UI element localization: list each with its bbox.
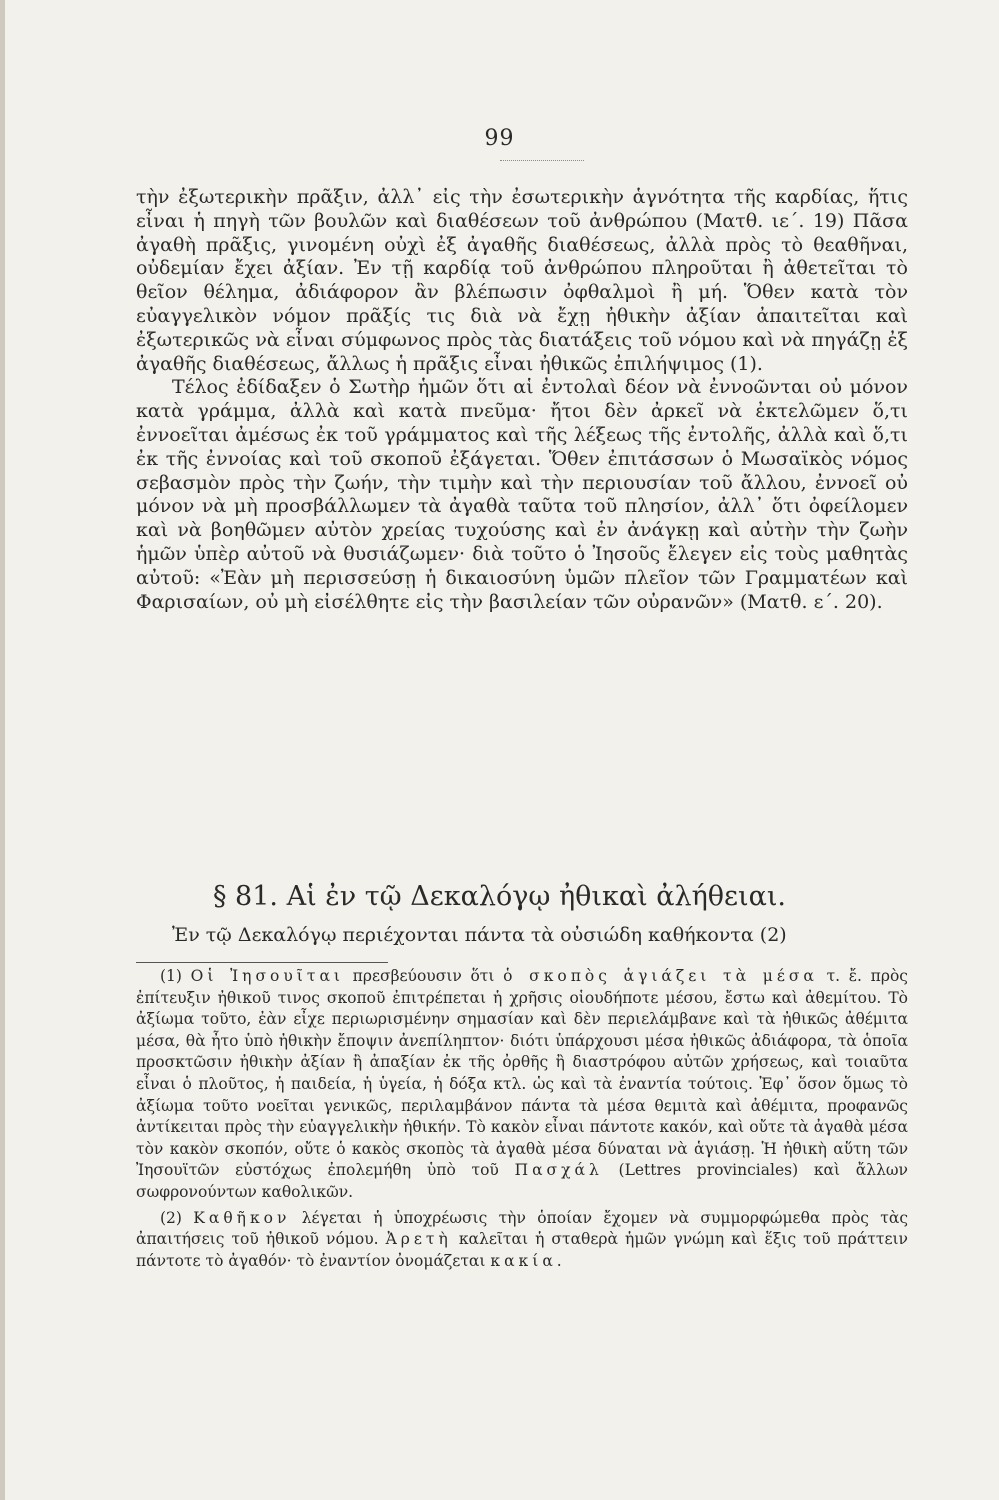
footnote-2-term-3: κακία. xyxy=(490,1251,566,1270)
footnote-rule xyxy=(136,962,388,963)
footnote-1-marker: (1) xyxy=(160,967,182,985)
footnote-1-text-b: τ. ἔ. πρὸς ἐπίτευξιν ἠθικοῦ τινος σκοποῦ ἐπιτρέπεται ἡ χρῆσις οἱουδήποτε μέσου, ἔστω καὶ ἀθεμίτου. Τὸ ἀξίωμα τοῦτο, ἐὰν εἶχε περιωρισμένην σημασίαν καὶ δὲν περιελάμβανε καὶ τὰ ἠθικῶς ἀθέμιτα μέσα, θὰ ἦτο ὑπὸ ἠθικὴν ἔποψιν ἀνεπίληπτον· διότι ὑπάρχουσι μέσα ἠθικῶς ἀδιάφορα, τὰ ὁποῖα προσκτῶσιν ἠθικὴν ἀξίαν ἢ ἀπαξίαν ἐκ τῆς ὀρθῆς ἢ διαστρόφου αὐτῶν χρήσεως, καὶ τοιαῦτα εἶναι ὁ πλοῦτος, ἡ παιδεία, ἡ ὑγεία, ἡ δόξα κτλ. ὡς καὶ τὰ ἐναντία τούτοις. Ἐφ᾽ ὅσον ὅμως τὸ ἀξίωμα τοῦτο νοεῖται γενικῶς, περιλαμβάνον πάντα τὰ μέσα θεμιτὰ καὶ ἀθέμιτα, προφανῶς ἀντίκειται πρὸς τὴν εὐαγγελικὴν ἠθικήν. Τὸ κακὸν εἶναι πάντοτε κακόν, καὶ οὔτε τὰ ἀγαθὰ μέσα τὸν κακὸν σκοπόν, οὔτε ὁ κακὸς σκοπὸς τὰ ἀγαθὰ μέσα δύναται νὰ ἁγιάσῃ. Ἡ ἠθικὴ αὕτη τῶν Ἰησουϊτῶν εὐστόχως ἐπολεμήθη ὑπὸ τοῦ xyxy=(136,967,908,1180)
page-number-rule xyxy=(500,160,584,161)
footnote-1-term: Οἱ Ἰησουῖται xyxy=(190,967,344,985)
section-heading: § 81. Αἱ ἐν τῷ Δεκαλόγῳ ἠθικαὶ ἀλήθειαι. xyxy=(212,881,787,912)
footnote-1-phrase: ὁ σκοπὸς ἁγιάζει τὰ μέσα xyxy=(503,967,818,985)
footnote-2-marker: (2) xyxy=(160,1208,182,1227)
page-number: 99 xyxy=(484,126,515,151)
paragraph-1: τὴν ἐξωτερικὴν πρᾶξιν, ἀλλ᾽ εἰς τὴν ἐσωτερικὴν ἁγνότητα τῆς καρδίας, ἥτις εἶναι ἡ πηγὴ τῶν βουλῶν καὶ διαθέσεων τοῦ ἀνθρώπου (Ματθ. ιε΄. 19) Πᾶσα ἀγαθὴ πρᾶξις, γινομένη οὐχὶ ἐξ ἀγαθῆς διαθέσεως, ἀλλὰ πρὸς τὸ θεαθῆναι, οὐδεμίαν ἔχει ἀξίαν. Ἐν τῇ καρδίᾳ τοῦ ἀνθρώπου πληροῦται ἢ ἀθετεῖται τὸ θεῖον θέλημα, ἀδιάφορον ἂν βλέπωσιν ὀφθαλμοὶ ἢ μή. Ὅθεν κατὰ τὸν εὐαγγελικὸν νόμον πρᾶξίς τις διὰ νὰ ἔχῃ ἠθικὴν ἀξίαν ἀπαιτεῖται καὶ ἐξωτερικῶς νὰ εἶναι σύμφωνος πρὸς τὰς διατάξεις τοῦ νόμου καὶ νὰ πηγάζῃ ἐξ ἀγαθῆς διαθέσεως, ἄλλως ἡ πρᾶξις εἶναι ἠθικῶς ἐπιλήψιμος (1). xyxy=(136,186,908,375)
paragraph-2: Τέλος ἐδίδαξεν ὁ Σωτὴρ ἡμῶν ὅτι αἱ ἐντολαὶ δέον νὰ ἐννοῶνται οὐ μόνον κατὰ γράμμα, ἀλλὰ καὶ κατὰ πνεῦμα· ἤτοι δὲν ἀρκεῖ νὰ ἐκτελῶμεν ὅ,τι ἐννοεῖται ἀμέσως ἐκ τοῦ γράμματος καὶ τῆς λέξεως τῆς ἐντολῆς, ἀλλὰ καὶ ὅ,τι ἐκ τῆς ἐννοίας καὶ τοῦ σκοποῦ ἐξάγεται. Ὅθεν ἐπιτάσσων ὁ Μωσαϊκὸς νόμος σεβασμὸν πρὸς τὴν ζωήν, τὴν τιμὴν καὶ τὴν περιουσίαν τοῦ ἄλλου, ἐννοεῖ οὐ μόνον νὰ μὴ προσβάλλωμεν τὰ ἀγαθὰ ταῦτα τοῦ πλησίον, ἀλλ᾽ ὅτι ὀφείλομεν καὶ νὰ βοηθῶμεν αὐτὸν χρείας τυχούσης καὶ ἐν ἀνάγκῃ καὶ αὐτὴν τὴν ζωὴν ἡμῶν ὑπὲρ αὐτοῦ νὰ θυσιάζωμεν· διὰ τοῦτο ὁ Ἰησοῦς ἔλεγεν εἰς τοὺς μαθητὰς αὐτοῦ: «Ἐὰν μὴ περισσεύσῃ ἡ δικαιοσύνη ὑμῶν πλεῖον τῶν Γραμματέων καὶ Φαρισαίων, οὐ μὴ εἰσέλθητε εἰς τὴν βασιλείαν τῶν οὐρανῶν» (Ματθ. ε΄. 20). xyxy=(136,376,908,613)
footnote-2-term-1: Καθῆκον xyxy=(193,1208,291,1227)
footnote-1-work: (Lettres provinciales) xyxy=(618,1161,799,1180)
footnote-2-text-a: λέγεται ἡ ὑποχρέωσις τὴν ὁποίαν ἔχομεν νὰ συμμορφώμεθα πρὸς τὰς ἀπαιτήσεις τοῦ ἠθικοῦ νόμου. xyxy=(136,1208,908,1249)
footnotes xyxy=(136,966,908,1276)
page-edge xyxy=(0,0,5,1500)
footnote-1 xyxy=(136,966,908,1204)
footnote-1-name: Πασχάλ xyxy=(514,1161,603,1180)
footnote-2 xyxy=(136,1208,908,1273)
footnote-1-text-a: πρεσβεύουσιν ὅτι xyxy=(352,967,495,985)
main-text xyxy=(136,186,908,614)
footnote-2-term-2: Ἀρετὴ xyxy=(385,1230,452,1249)
footnote-2-text-b: καλεῖται ἡ σταθερὰ ἡμῶν γνώμη καὶ ἕξις τοῦ πράττειν πάντοτε τὸ ἀγαθόν· τὸ ἐναντίον ὀνομάζεται xyxy=(136,1230,908,1270)
footnote-1-text-c: καὶ ἄλλων σωφρονούντων καθολικῶν. xyxy=(136,1161,908,1201)
section-intro: Ἐν τῷ Δεκαλόγῳ περιέχονται πάντα τὰ οὐσιώδη καθήκοντα (2) xyxy=(172,924,787,946)
